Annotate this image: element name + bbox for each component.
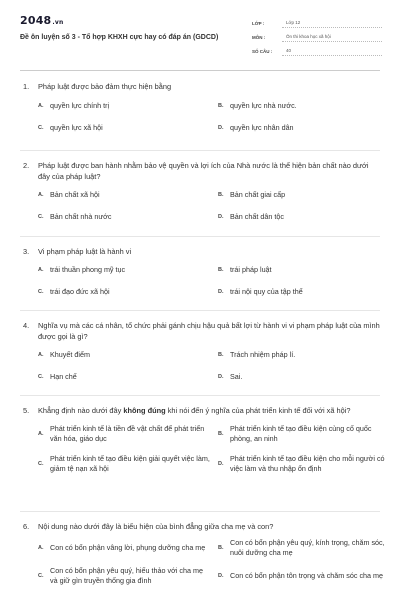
option-letter: A. (38, 267, 44, 273)
option-c[interactable] (38, 123, 210, 133)
question-text (38, 405, 380, 416)
question-text: Vi phạm pháp luật là hành vi (38, 247, 132, 256)
question-number: 2. (23, 161, 30, 170)
option-a[interactable] (38, 190, 210, 200)
meta-key: MÔN : (252, 35, 266, 40)
options (38, 265, 380, 297)
option-text: Bản chất xã hội (50, 190, 100, 199)
question-3 (20, 237, 380, 311)
option-letter: B. (218, 192, 224, 198)
option-letter: C. (38, 573, 44, 579)
option-text: quyền lực nhà nước. (230, 101, 297, 110)
logo-text: 2048 (20, 14, 52, 27)
question-2 (20, 151, 380, 237)
question-5 (20, 396, 385, 512)
option-b[interactable] (218, 424, 390, 444)
option-letter: C. (38, 461, 44, 467)
option-letter: D. (218, 214, 224, 220)
option-text: Bản chất nhà nước (50, 212, 112, 221)
option-b[interactable] (218, 101, 390, 111)
option-letter: B. (218, 545, 224, 551)
question-stem (20, 405, 380, 416)
logo-tld: .vn (52, 19, 64, 26)
option-d[interactable] (218, 212, 390, 222)
option-text: quyền lực chính trị (50, 101, 110, 110)
option-letter: B. (218, 352, 224, 358)
option-text: quyền lực nhân dân (230, 123, 294, 132)
question-6 (20, 512, 385, 600)
question-stem (20, 246, 380, 257)
option-a[interactable] (38, 424, 210, 444)
question-stem (20, 320, 380, 342)
option-text: Hạn chế (50, 372, 77, 381)
question-number: 1. (23, 82, 30, 91)
option-d[interactable] (218, 287, 390, 297)
option-text: Phát triển kinh tế tạo điều kiện giải quyết việc làm, giảm tệ nạn xã hội (50, 454, 210, 473)
meta-value: Lớp 12 (282, 20, 382, 28)
option-c[interactable] (38, 566, 210, 586)
question-number: 4. (23, 321, 30, 330)
options (38, 350, 380, 382)
option-text: Sai. (230, 372, 243, 381)
question-list (20, 78, 385, 600)
option-letter: B. (218, 431, 224, 437)
option-text: trái pháp luật (230, 265, 272, 274)
option-text: Phát triển kinh tế tạo điều kiện củng cố quốc phòng, an ninh (230, 424, 372, 443)
option-letter: C. (38, 125, 44, 131)
option-text: trái đạo đức xã hội (50, 287, 110, 296)
exam-meta (252, 14, 382, 56)
option-a[interactable] (38, 101, 210, 111)
option-text: trái nội quy của tập thể (230, 287, 303, 296)
option-letter: D. (218, 573, 224, 579)
option-b[interactable] (218, 538, 390, 558)
option-text: trái thuần phong mỹ tục (50, 265, 126, 274)
option-a[interactable] (38, 350, 210, 360)
site-logo[interactable] (20, 14, 63, 27)
question-text: Nghĩa vụ mà các cá nhân, tổ chức phải gánh chịu hậu quả bất lợi từ hành vi vi phạm pháp luật của mình được gọi là gì? (38, 321, 380, 341)
option-b[interactable] (218, 190, 390, 200)
question-stem (20, 521, 380, 532)
question-stem (20, 160, 380, 182)
question-number: 6. (23, 522, 30, 531)
question-number: 5. (23, 406, 30, 415)
question-text: Nội dung nào dưới đây là biểu hiện của bình đẳng giữa cha mẹ và con? (38, 522, 274, 531)
option-text: Con có bổn phận yêu quý, kính trọng, chăm sóc, nuôi dưỡng cha mẹ (230, 538, 385, 557)
option-letter: D. (218, 125, 224, 131)
options (38, 101, 380, 133)
option-a[interactable] (38, 538, 210, 558)
option-letter: A. (38, 103, 44, 109)
meta-value: 40 (282, 48, 382, 56)
option-text: Bản chất giai cấp (230, 190, 286, 199)
option-c[interactable] (38, 454, 210, 474)
option-text: Phát triển kinh tế tạo điều kiện cho mỗi người có việc làm và thu nhập ổn định (230, 454, 385, 473)
question-1 (20, 78, 380, 151)
meta-row-subject (252, 28, 382, 42)
option-letter: C. (38, 374, 44, 380)
option-letter: D. (218, 461, 224, 467)
question-4 (20, 311, 380, 396)
option-b[interactable] (218, 265, 390, 275)
option-d[interactable] (218, 372, 390, 382)
question-number: 3. (23, 247, 30, 256)
option-letter: A. (38, 352, 44, 358)
option-a[interactable] (38, 265, 210, 275)
option-text: Con có bổn phận vâng lời, phụng dưỡng cha mẹ (50, 543, 206, 552)
option-letter: C. (38, 289, 44, 295)
option-letter: D. (218, 289, 224, 295)
option-letter: B. (218, 267, 224, 273)
question-text-emphasis: không đúng (123, 406, 166, 415)
header-divider (20, 70, 380, 71)
option-letter: C. (38, 214, 44, 220)
option-text: Con có bổn phận yêu quý, hiếu thảo với cha mẹ và giữ gìn truyền thống gia đình (50, 566, 203, 585)
question-text: Pháp luật được ban hành nhằm bảo vệ quyền và lợi ích của Nhà nước là thể hiện bản chất nào dưới đây của pháp luật? (38, 161, 369, 181)
option-text: Trách nhiệm pháp lí. (230, 350, 296, 359)
meta-row-count (252, 42, 382, 56)
option-text: Con có bổn phận tôn trọng và chăm sóc cha mẹ (230, 571, 384, 580)
question-text: Pháp luật được bảo đảm thực hiện bằng (38, 82, 172, 91)
option-text: quyền lực xã hội (50, 123, 103, 132)
page-header (0, 0, 400, 70)
option-text: Phát triển kinh tế là tiền đề vật chất để phát triển văn hóa, giáo dục (50, 424, 205, 443)
option-d[interactable] (218, 123, 390, 133)
option-c[interactable] (38, 372, 210, 382)
option-text: Bản chất dân tộc (230, 212, 284, 221)
options (38, 424, 385, 474)
option-d[interactable] (218, 454, 390, 474)
option-letter: B. (218, 103, 224, 109)
option-c[interactable] (38, 212, 210, 222)
option-letter: A. (38, 545, 44, 551)
meta-key: LỚP : (252, 21, 265, 26)
option-letter: D. (218, 374, 224, 380)
question-text-part: khi nói đến ý nghĩa của phát triển kinh tế đối với xã hội? (165, 406, 351, 415)
option-text: Khuyết điểm (50, 350, 90, 359)
options (38, 538, 385, 586)
option-letter: A. (38, 192, 44, 198)
option-b[interactable] (218, 350, 390, 360)
meta-value: Ôn thi khoa học xã hội (282, 34, 382, 42)
meta-key: SỐ CÂU : (252, 49, 273, 54)
option-d[interactable] (218, 566, 390, 586)
option-c[interactable] (38, 287, 210, 297)
page-title: Đề ôn luyện số 3 - Tổ hợp KHXH cực hay có đáp án (GDCD) (20, 34, 219, 41)
question-text-part: Khẳng định nào dưới đây (38, 406, 124, 415)
meta-row-class (252, 14, 382, 28)
options (38, 190, 380, 222)
option-letter: A. (38, 431, 44, 437)
question-stem (20, 81, 380, 92)
